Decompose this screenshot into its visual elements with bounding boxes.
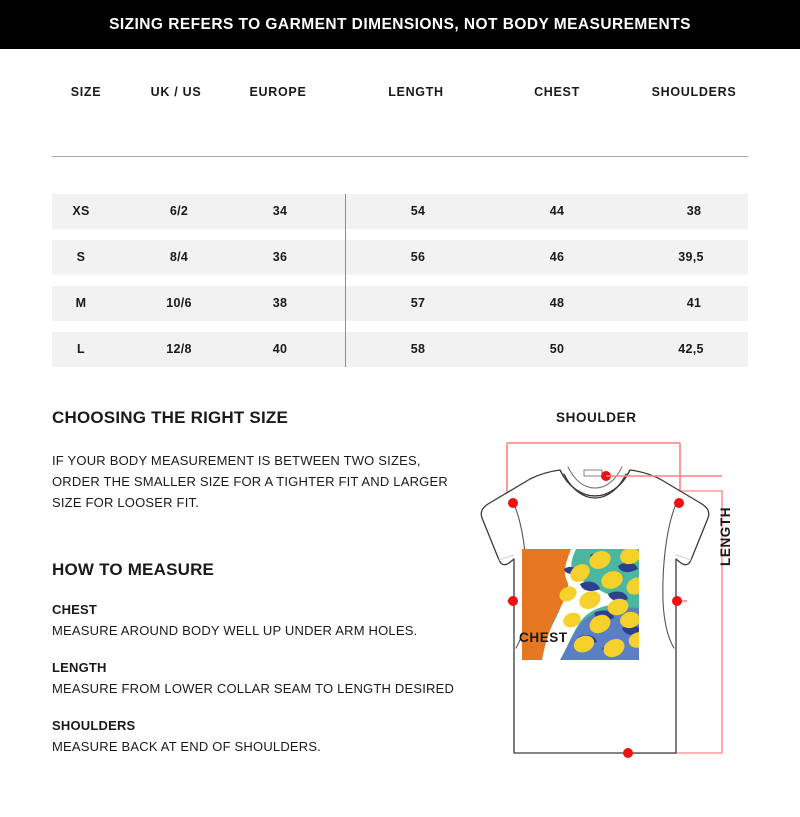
size-table — [0, 49, 800, 356]
row-background — [52, 240, 748, 275]
table-column-divider — [345, 194, 346, 367]
cell-uk-us: 12/8 — [166, 342, 192, 356]
table-row — [0, 286, 800, 321]
choosing-size-title: CHOOSING THE RIGHT SIZE — [52, 408, 289, 427]
cell-size: S — [76, 250, 86, 264]
cell-size: L — [77, 342, 85, 356]
measurement-title: CHEST — [52, 602, 98, 617]
cell-chest: 50 — [549, 342, 565, 356]
header-rule — [52, 156, 748, 157]
length-dimension-label: LENGTH — [718, 506, 733, 566]
table-row — [0, 332, 800, 367]
guide-text-column — [52, 408, 472, 776]
marker-chest-left — [508, 596, 518, 606]
cell-uk-us: 6/2 — [169, 204, 189, 218]
column-header-size: SIZE — [70, 85, 102, 99]
shoulder-dimension-label: SHOULDER — [556, 410, 637, 425]
table-row — [0, 194, 800, 229]
column-header-shoulders: SHOULDERS — [651, 85, 737, 99]
cell-europe: 34 — [272, 204, 288, 218]
cell-chest: 48 — [549, 296, 565, 310]
row-background — [52, 332, 748, 367]
marker-hem-bottom — [623, 748, 633, 758]
cell-length: 58 — [410, 342, 426, 356]
cell-size: XS — [72, 204, 90, 218]
marker-shoulder-left — [508, 498, 518, 508]
cell-length: 57 — [410, 296, 426, 310]
cell-length: 54 — [410, 204, 426, 218]
table-row — [0, 240, 800, 275]
marker-chest-right — [672, 596, 682, 606]
how-to-measure-title: HOW TO MEASURE — [52, 560, 215, 579]
column-header-length: LENGTH — [388, 85, 444, 99]
cell-chest: 46 — [549, 250, 565, 264]
guide-section — [0, 408, 800, 817]
cell-europe: 38 — [272, 296, 288, 310]
chest-dimension-label: CHEST — [519, 630, 568, 645]
cell-europe: 40 — [272, 342, 288, 356]
cell-uk-us: 8/4 — [169, 250, 189, 264]
measurement-body: MEASURE FROM LOWER COLLAR SEAM TO LENGTH DESIRED — [52, 681, 455, 696]
choosing-size-body: IF YOUR BODY MEASUREMENT IS BETWEEN TWO SIZES, ORDER THE SMALLER SIZE FOR A TIGHTER FIT AND LARGER SIZE FOR LOOSER FIT. — [52, 453, 448, 510]
header-banner — [0, 0, 800, 49]
measurement-body: MEASURE BACK AT END OF SHOULDERS. — [52, 739, 322, 754]
cell-shoulders: 41 — [686, 296, 702, 310]
marker-shoulder-right — [674, 498, 684, 508]
tshirt-measurement-diagram — [472, 408, 800, 817]
cell-shoulders: 42,5 — [678, 342, 704, 356]
measurement-item-shoulders — [52, 718, 472, 757]
cell-europe: 36 — [272, 250, 288, 264]
cell-chest: 44 — [549, 204, 565, 218]
banner-title: SIZING REFERS TO GARMENT DIMENSIONS, NOT BODY MEASUREMENTS — [109, 15, 691, 33]
cell-shoulders: 39,5 — [678, 250, 704, 264]
measurement-body: MEASURE AROUND BODY WELL UP UNDER ARM HOLES. — [52, 623, 418, 638]
cell-size: M — [75, 296, 87, 310]
measurement-title: SHOULDERS — [52, 718, 136, 733]
measurement-item-length — [52, 660, 472, 699]
cell-shoulders: 38 — [686, 204, 702, 218]
cell-length: 56 — [410, 250, 426, 264]
cell-uk-us: 10/6 — [166, 296, 192, 310]
neck-label-tag — [584, 470, 602, 476]
row-background — [52, 194, 748, 229]
measurement-title: LENGTH — [52, 660, 107, 675]
measurement-item-chest — [52, 602, 472, 641]
column-header-uk-us: UK / US — [150, 85, 202, 99]
column-header-chest: CHEST — [534, 85, 580, 99]
table-body — [0, 194, 800, 378]
column-header-europe: EUROPE — [249, 85, 307, 99]
table-header-row — [0, 49, 800, 111]
row-background — [52, 286, 748, 321]
